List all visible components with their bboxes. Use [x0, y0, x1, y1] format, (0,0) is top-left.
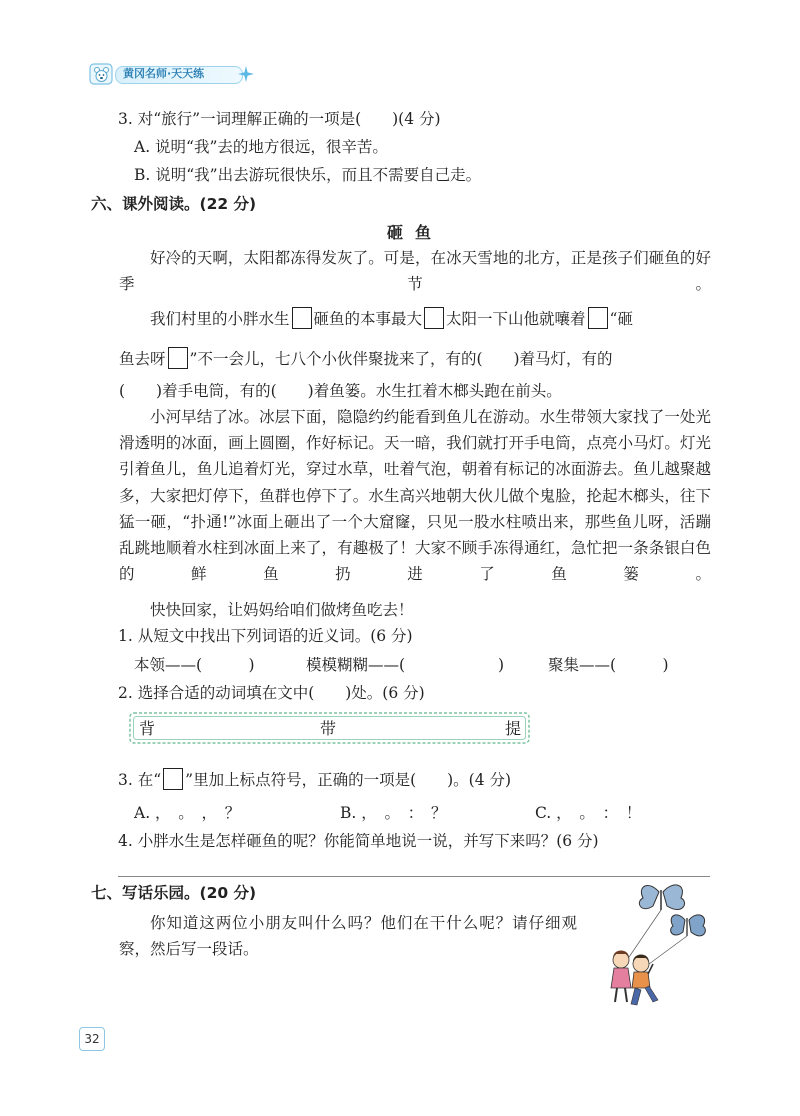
page-number: 32	[79, 1027, 105, 1051]
writing-prompt: 你知道这两位小朋友叫什么吗？他们在干什么呢？请仔细观察，然后写一段话。	[119, 914, 577, 959]
p2-text-c: 太阳一下山他就嚷着	[446, 310, 586, 328]
verb-option-3: 提	[505, 719, 522, 738]
q3-option-a: A. 说明“我”去的地方很远，很辛苦。	[134, 138, 388, 156]
bear-logo-icon	[89, 61, 115, 87]
butterfly-kite-icon-2	[671, 915, 706, 936]
punctuation-box-4[interactable]	[168, 347, 188, 369]
p2-text-b: 砸鱼的本事最大	[313, 310, 423, 328]
punctuation-box-2[interactable]	[424, 307, 444, 329]
q3-text-a: 3. 在“	[118, 771, 162, 789]
header-banner	[85, 61, 255, 87]
q3-option-b: B. 说明“我”出去游玩很快乐，而且不需要自己走。	[134, 166, 482, 184]
section6-heading: 六、课外阅读。(22 分)	[91, 195, 257, 213]
passage-paragraph-2-line-1	[150, 307, 633, 330]
synonym-item-2: 模模糊糊——( )	[306, 656, 505, 674]
sub-question-1: 1. 从短文中找出下列词语的近义词。(6 分)	[118, 627, 413, 645]
q3-text-b: ”里加上标点符号，正确的一项是( )。(4 分)	[185, 771, 512, 789]
sub-question-3	[118, 768, 511, 791]
punctuation-box-sample	[163, 768, 183, 790]
passage-paragraph-1: 好冷的天啊，太阳都冻得发灰了。可是，在冰天雪地的北方，正是孩子们砸鱼的好季节。	[119, 249, 711, 294]
kids-flying-kites-illustration	[597, 880, 717, 1010]
passage-paragraph-2-line-2	[119, 347, 613, 370]
sub-question-2: 2. 选择合适的动词填在文中( )处。(6 分)	[118, 684, 425, 702]
passage-title: 砸鱼	[386, 223, 443, 242]
verb-option-2: 带	[320, 719, 337, 738]
p2-text-a: 我们村里的小胖水生	[150, 310, 290, 328]
punctuation-option-b: B. ， 。 ： ？	[340, 804, 447, 822]
passage-paragraph-2-line-3: ( )着手电筒，有的( )着鱼篓。水生扛着木榔头跑在前头。	[119, 382, 562, 400]
p2-text-f: ”不一会儿，七八个小伙伴聚拢来了，有的( )着马灯，有的	[189, 350, 613, 368]
sparkle-star-icon	[237, 65, 255, 83]
punctuation-option-a: A. ， 。 ， ？	[134, 804, 241, 822]
q3-text: 3. 对“旅行”一词理解正确的一项是( )(4 分)	[118, 110, 441, 128]
verb-option-1: 背	[139, 719, 156, 738]
verb-choice-box	[127, 710, 532, 746]
synonym-item-1: 本领——( )	[134, 656, 255, 674]
synonym-item-3: 聚集——( )	[548, 656, 669, 674]
punctuation-box-1[interactable]	[292, 307, 312, 329]
p2-text-d: “砸	[609, 310, 633, 328]
punctuation-box-3[interactable]	[588, 307, 608, 329]
section-divider	[118, 876, 710, 877]
passage-paragraph-4: 快快回家，让妈妈给咱们做烤鱼吃去！	[150, 601, 414, 619]
butterfly-kite-icon	[639, 885, 684, 910]
sub-question-4: 4. 小胖水生是怎样砸鱼的呢？你能简单地说一说，并写下来吗？(6 分)	[118, 832, 599, 850]
punctuation-option-c: C. ， 。 ： ！	[535, 804, 642, 822]
p2-text-e: 鱼去呀	[119, 350, 166, 368]
section7-heading: 七、写话乐园。(20 分)	[91, 884, 257, 902]
banner-text: 黄冈名师·天天练	[123, 67, 205, 80]
passage-paragraph-3: 小河早结了冰。冰层下面，隐隐约约能看到鱼儿在游动。水生带领大家找了一处光滑透明的冰面，画上圆圈，作好标记。天一暗，我们就打开手电筒，点亮小马灯。灯光引着鱼儿，鱼儿追着灯光，穿过水草，吐着气泡，朝着有标记的冰面游去。鱼儿越聚越多，大家把灯停下，鱼群也停下了。水生高兴地朝大伙儿做个鬼脸，抡起木榔头，往下猛一砸，“扑通!”冰面上砸出了一个大窟窿，只见一股水柱喷出来，那些鱼儿呀，活蹦乱跳地顺着水柱到冰面上来了，有趣极了！大家不顾手冻得通红，急忙把一条条银白色的鲜鱼扔进了鱼篓。	[119, 408, 711, 584]
